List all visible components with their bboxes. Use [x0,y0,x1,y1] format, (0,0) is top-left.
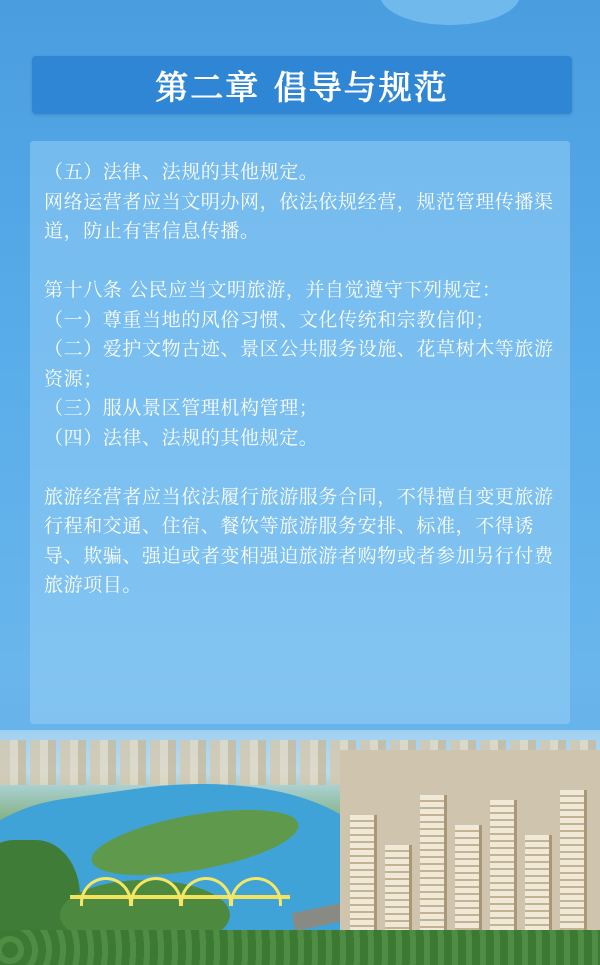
tourism-operator-paragraph: 旅游经营者应当依法履行旅游服务合同，不得擅自变更旅游行程和交通、住宿、餐饮等旅游服务安排、标准，不得诱导、欺骗、强迫或者变相强迫旅游者购物或者参加另行付费旅游项目。 [44,485,554,596]
paragraph-gap [44,247,564,277]
chapter-title: 第二章 倡导与规范 [155,67,449,107]
article-18-item-2: （二）爱护文物古迹、景区公共服务设施、花草树木等旅游资源； [44,338,554,390]
city-river-photo [0,730,600,965]
article-18-item-3: （三）服从景区管理机构管理； [44,397,319,419]
tree-line [0,930,600,965]
article-18-item-4: （四）法律、法规的其他规定。 [44,426,319,449]
paragraph-gap [44,453,564,483]
network-operator-paragraph: 网络运营者应当文明办网，依法依规经营，规范管理传播渠道，防止有害信息传播。 [44,190,554,242]
article-18-heading: 第十八条 公民应当文明旅游，并自觉遵守下列规定： [44,279,502,301]
chapter-title-bar [32,56,572,114]
article-18-item-1: （一）尊重当地的风俗习惯、文化传统和宗教信仰； [44,308,495,331]
decorative-wave [380,0,520,25]
clause-item-5: （五）法律、法规的其他规定。 [44,161,319,183]
article-text [44,158,564,601]
